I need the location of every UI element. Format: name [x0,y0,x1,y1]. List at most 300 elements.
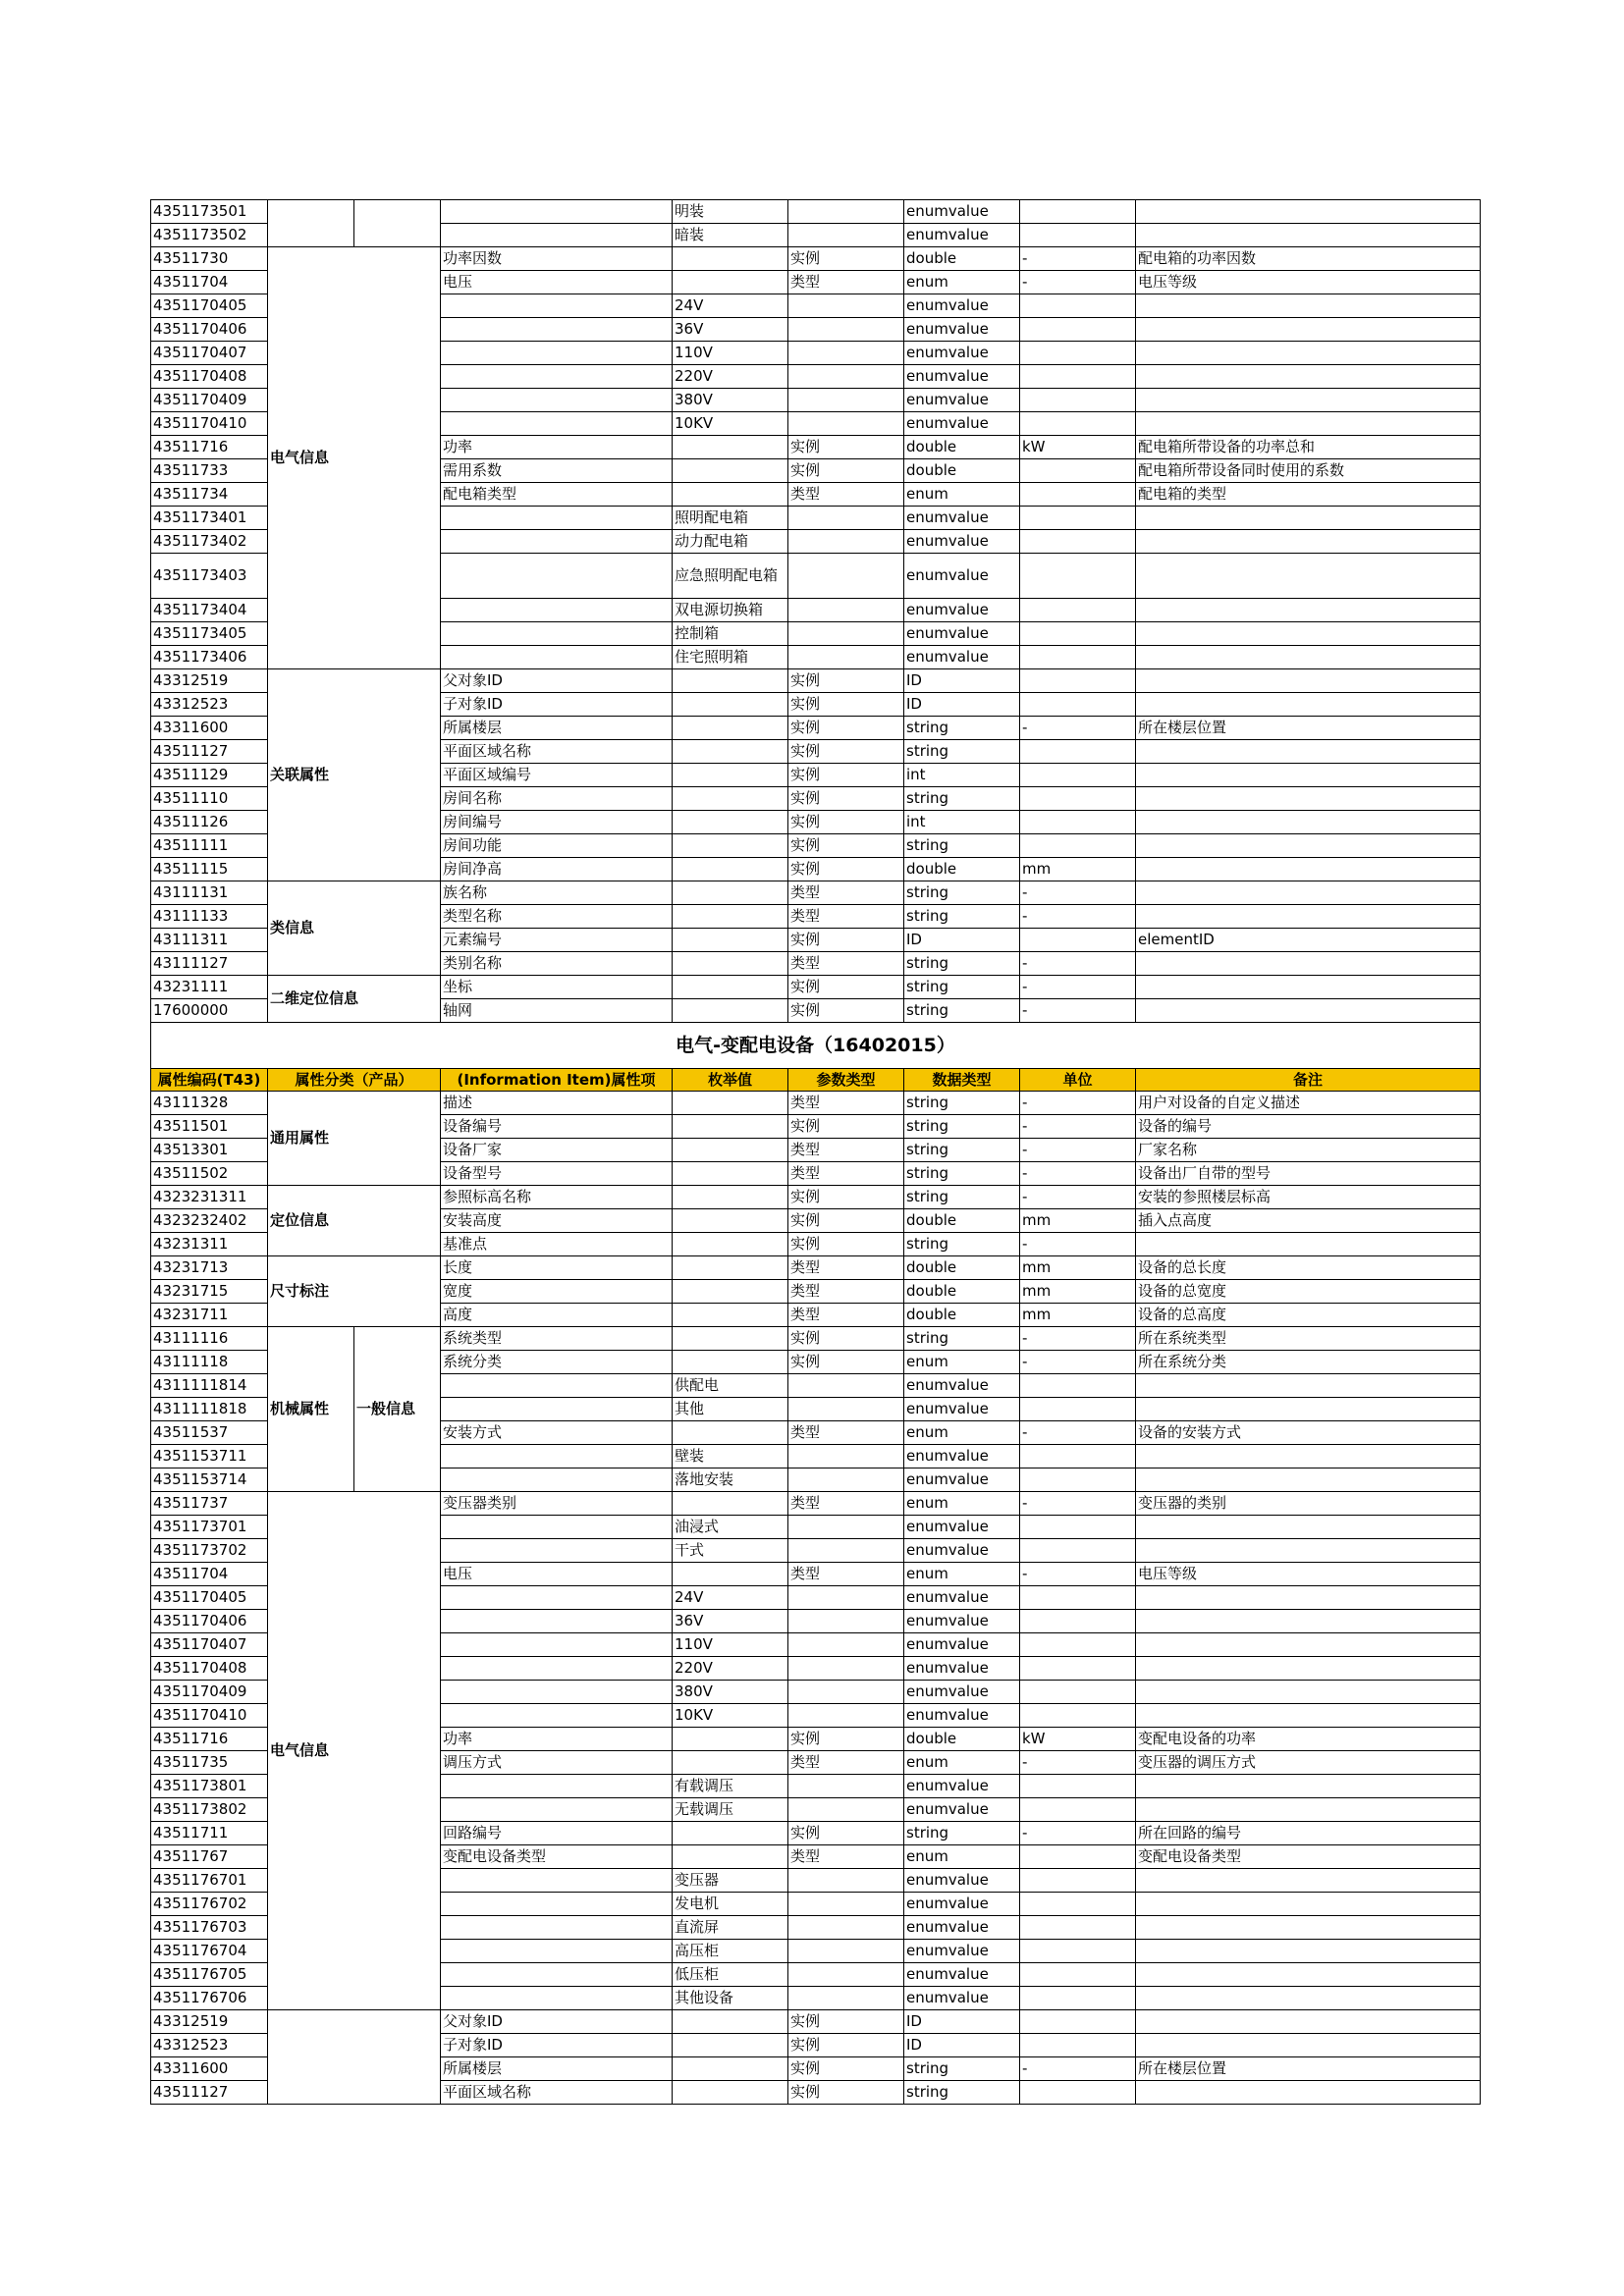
param-type-cell: 类型 [788,1162,904,1186]
data-type-cell: enumvalue [904,1893,1020,1916]
data-type-cell: double [904,1280,1020,1304]
enum-value-cell [673,1822,788,1845]
unit-cell [1020,811,1136,834]
attribute-name-cell [441,1775,673,1798]
note-cell [1136,999,1481,1023]
note-cell [1136,2081,1481,2105]
note-cell [1136,811,1481,834]
attribute-code-cell: 4351173701 [151,1516,268,1539]
unit-cell [1020,1657,1136,1681]
note-cell [1136,1657,1481,1681]
unit-cell: mm [1020,1304,1136,1327]
note-cell [1136,1798,1481,1822]
attribute-code-cell: 43231711 [151,1304,268,1327]
unit-cell: - [1020,1186,1136,1209]
data-type-cell: enumvalue [904,1398,1020,1421]
data-type-cell: enumvalue [904,200,1020,224]
unit-cell: mm [1020,1256,1136,1280]
data-type-cell: string [904,1115,1020,1139]
attribute-name-cell [441,294,673,318]
param-type-cell: 实例 [788,669,904,693]
data-type-cell: enum [904,483,1020,507]
attribute-name-cell [441,599,673,622]
attribute-name-cell: 类别名称 [441,952,673,976]
enum-value-cell [673,999,788,1023]
note-cell: 电压等级 [1136,271,1481,294]
param-type-cell [788,1704,904,1728]
unit-cell [1020,1445,1136,1468]
data-type-cell: enumvalue [904,530,1020,554]
enum-value-cell: 直流屏 [673,1916,788,1940]
data-type-cell: enumvalue [904,1539,1020,1563]
attribute-code-cell: 43111311 [151,929,268,952]
note-cell [1136,858,1481,881]
attribute-name-cell: 子对象ID [441,2034,673,2057]
attribute-code-cell: 4311111818 [151,1398,268,1421]
attribute-code-cell: 43511737 [151,1492,268,1516]
param-type-cell [788,1963,904,1987]
attribute-code-cell: 43511126 [151,811,268,834]
attribute-name-cell [441,1798,673,1822]
data-type-cell: string [904,1186,1020,1209]
param-type-cell [788,1940,904,1963]
attribute-code-cell: 17600000 [151,999,268,1023]
unit-cell [1020,1845,1136,1869]
data-type-cell: double [904,1728,1020,1751]
unit-cell [1020,1681,1136,1704]
unit-cell: - [1020,271,1136,294]
data-type-cell: string [904,834,1020,858]
unit-cell: kW [1020,436,1136,459]
note-cell: 配电箱的功率因数 [1136,247,1481,271]
note-cell [1136,1681,1481,1704]
attribute-code-cell: 4351170407 [151,342,268,365]
table-row [151,247,1481,271]
data-type-cell: enumvalue [904,294,1020,318]
enum-value-cell [673,1280,788,1304]
attribute-name-cell [441,1468,673,1492]
attribute-code-cell: 43511716 [151,436,268,459]
param-type-cell [788,1798,904,1822]
param-type-cell [788,1610,904,1633]
attribute-table [150,199,1481,2105]
data-type-cell: enum [904,1751,1020,1775]
note-cell: 所在楼层位置 [1136,717,1481,740]
param-type-cell [788,1398,904,1421]
attribute-name-cell: 族名称 [441,881,673,905]
enum-value-cell: 应急照明配电箱 [673,554,788,599]
enum-value-cell [673,1162,788,1186]
note-cell [1136,530,1481,554]
data-type-cell: enumvalue [904,1916,1020,1940]
enum-value-cell [673,1186,788,1209]
unit-cell: - [1020,999,1136,1023]
data-type-cell: enumvalue [904,1704,1020,1728]
note-cell [1136,834,1481,858]
attribute-code-cell: 43231311 [151,1233,268,1256]
attribute-name-cell: 配电箱类型 [441,483,673,507]
data-type-cell: ID [904,2010,1020,2034]
data-type-cell: string [904,1162,1020,1186]
attribute-name-cell [441,1539,673,1563]
attribute-name-cell: 安装高度 [441,1209,673,1233]
data-type-cell: ID [904,929,1020,952]
note-cell [1136,1963,1481,1987]
attribute-code-cell: 4351170410 [151,412,268,436]
note-cell [1136,224,1481,247]
category-cell: 电气信息 [268,1492,441,2010]
table-row [151,881,1481,905]
data-type-cell: double [904,1304,1020,1327]
attribute-name-cell: 子对象ID [441,693,673,717]
unit-cell: - [1020,247,1136,271]
unit-cell [1020,787,1136,811]
note-cell [1136,1940,1481,1963]
enum-value-cell: 110V [673,342,788,365]
data-type-cell: enum [904,1563,1020,1586]
data-type-cell: enum [904,1492,1020,1516]
note-cell: 安装的参照楼层标高 [1136,1186,1481,1209]
note-cell [1136,1398,1481,1421]
param-type-cell [788,507,904,530]
unit-cell [1020,1987,1136,2010]
attribute-name-cell: 房间编号 [441,811,673,834]
data-type-cell: enumvalue [904,1657,1020,1681]
attribute-name-cell: 平面区域编号 [441,764,673,787]
attribute-name-cell: 功率 [441,436,673,459]
attribute-code-cell: 43111118 [151,1351,268,1374]
param-type-cell: 实例 [788,2057,904,2081]
param-type-cell [788,599,904,622]
note-cell [1136,1468,1481,1492]
note-cell [1136,507,1481,530]
unit-cell: - [1020,1421,1136,1445]
attribute-name-cell [441,646,673,669]
attribute-name-cell: 电压 [441,271,673,294]
attribute-code-cell: 43511735 [151,1751,268,1775]
attribute-code-cell: 43231111 [151,976,268,999]
note-cell [1136,599,1481,622]
enum-value-cell [673,1209,788,1233]
data-type-cell: string [904,717,1020,740]
attribute-code-cell: 43511111 [151,834,268,858]
data-type-cell: enumvalue [904,1869,1020,1893]
attribute-code-cell: 4351176706 [151,1987,268,2010]
enum-value-cell [673,740,788,764]
attribute-code-cell: 43231715 [151,1280,268,1304]
attribute-code-cell: 43511127 [151,740,268,764]
attribute-name-cell: 系统分类 [441,1351,673,1374]
attribute-name-cell [441,1916,673,1940]
attribute-name-cell: 轴网 [441,999,673,1023]
note-cell [1136,412,1481,436]
data-type-cell: enumvalue [904,1681,1020,1704]
unit-cell: - [1020,717,1136,740]
data-type-cell: enumvalue [904,599,1020,622]
attribute-code-cell: 43511733 [151,459,268,483]
attribute-code-cell: 43312523 [151,693,268,717]
unit-cell [1020,2010,1136,2034]
param-type-cell [788,1775,904,1798]
param-type-cell: 实例 [788,436,904,459]
attribute-code-cell: 4311111814 [151,1374,268,1398]
unit-cell: - [1020,1327,1136,1351]
attribute-code-cell: 43111328 [151,1092,268,1115]
enum-value-cell: 双电源切换箱 [673,599,788,622]
attribute-code-cell: 4351170407 [151,1633,268,1657]
data-type-cell: double [904,858,1020,881]
data-type-cell: double [904,1209,1020,1233]
attribute-code-cell: 4351173403 [151,554,268,599]
attribute-name-cell [441,530,673,554]
unit-cell: - [1020,952,1136,976]
data-type-cell: string [904,1092,1020,1115]
enum-value-cell: 控制箱 [673,622,788,646]
data-type-cell: string [904,1327,1020,1351]
enum-value-cell: 壁装 [673,1445,788,1468]
note-cell: 配电箱所带设备同时使用的系数 [1136,459,1481,483]
enum-value-cell [673,1845,788,1869]
attribute-name-cell [441,1963,673,1987]
section-title: 电气-变配电设备（16402015） [151,1023,1481,1069]
attribute-code-cell: 43311600 [151,717,268,740]
unit-cell [1020,599,1136,622]
note-cell [1136,1704,1481,1728]
attribute-name-cell [441,622,673,646]
data-type-cell: string [904,1822,1020,1845]
data-type-cell: ID [904,2034,1020,2057]
attribute-name-cell [441,554,673,599]
attribute-name-cell: 所属楼层 [441,717,673,740]
param-type-cell [788,1681,904,1704]
attribute-code-cell: 4351153714 [151,1468,268,1492]
note-cell [1136,740,1481,764]
unit-cell [1020,294,1136,318]
param-type-cell [788,1916,904,1940]
attribute-code-cell: 4351173406 [151,646,268,669]
note-cell [1136,646,1481,669]
note-cell [1136,1233,1481,1256]
enum-value-cell [673,1115,788,1139]
param-type-cell: 实例 [788,717,904,740]
unit-cell: - [1020,1351,1136,1374]
unit-cell [1020,530,1136,554]
enum-value-cell [673,787,788,811]
data-type-cell: string [904,905,1020,929]
enum-value-cell [673,436,788,459]
param-type-cell [788,1586,904,1610]
unit-cell [1020,554,1136,599]
attribute-name-cell: 基准点 [441,1233,673,1256]
note-cell: elementID [1136,929,1481,952]
attribute-name-cell: 长度 [441,1256,673,1280]
category-cell: 定位信息 [268,1186,441,1256]
enum-value-cell [673,271,788,294]
enum-value-cell: 照明配电箱 [673,507,788,530]
unit-cell [1020,2034,1136,2057]
enum-value-cell: 220V [673,365,788,389]
enum-value-cell [673,2081,788,2105]
unit-cell [1020,483,1136,507]
note-cell [1136,787,1481,811]
data-type-cell: enumvalue [904,1798,1020,1822]
attribute-code-cell: 43511767 [151,1845,268,1869]
attribute-name-cell: 回路编号 [441,1822,673,1845]
param-type-cell [788,200,904,224]
unit-cell [1020,200,1136,224]
param-type-cell: 实例 [788,1209,904,1233]
data-type-cell: enumvalue [904,389,1020,412]
data-type-cell: string [904,740,1020,764]
attribute-code-cell: 43511537 [151,1421,268,1445]
param-type-cell [788,294,904,318]
data-type-cell: enumvalue [904,1445,1020,1468]
attribute-name-cell [441,1586,673,1610]
attribute-name-cell [441,1893,673,1916]
note-cell: 变配电设备类型 [1136,1845,1481,1869]
header-cell: 数据类型 [904,1069,1020,1092]
unit-cell [1020,365,1136,389]
unit-cell [1020,1586,1136,1610]
attribute-code-cell: 4351173802 [151,1798,268,1822]
note-cell [1136,1445,1481,1468]
category-cell: 机械属性 [268,1327,354,1492]
note-cell [1136,389,1481,412]
attribute-name-cell: 参照标高名称 [441,1186,673,1209]
table-row [151,1327,1481,1351]
attribute-code-cell: 4351176703 [151,1916,268,1940]
data-type-cell: enumvalue [904,318,1020,342]
unit-cell [1020,1940,1136,1963]
enum-value-cell [673,1492,788,1516]
note-cell [1136,1775,1481,1798]
param-type-cell [788,1374,904,1398]
enum-value-cell: 变压器 [673,1869,788,1893]
enum-value-cell [673,929,788,952]
note-cell [1136,365,1481,389]
param-type-cell: 实例 [788,2010,904,2034]
data-type-cell: enumvalue [904,554,1020,599]
data-type-cell: enum [904,1421,1020,1445]
note-cell: 配电箱的类型 [1136,483,1481,507]
enum-value-cell [673,858,788,881]
attribute-code-cell: 4351170410 [151,1704,268,1728]
data-type-cell: string [904,1233,1020,1256]
attribute-name-cell [441,1445,673,1468]
param-type-cell: 类型 [788,952,904,976]
unit-cell [1020,1516,1136,1539]
param-type-cell [788,389,904,412]
data-type-cell: string [904,2057,1020,2081]
note-cell: 设备的总长度 [1136,1256,1481,1280]
data-type-cell: enum [904,1351,1020,1374]
param-type-cell: 类型 [788,1304,904,1327]
param-type-cell [788,1468,904,1492]
param-type-cell: 实例 [788,811,904,834]
enum-value-cell: 其他设备 [673,1987,788,2010]
enum-value-cell [673,976,788,999]
note-cell [1136,2034,1481,2057]
data-type-cell: enumvalue [904,342,1020,365]
note-cell: 变压器的类别 [1136,1492,1481,1516]
data-type-cell: enumvalue [904,1374,1020,1398]
data-type-cell: enumvalue [904,1586,1020,1610]
attribute-name-cell: 宽度 [441,1280,673,1304]
note-cell: 插入点高度 [1136,1209,1481,1233]
unit-cell: - [1020,1233,1136,1256]
unit-cell [1020,1610,1136,1633]
enum-value-cell: 动力配电箱 [673,530,788,554]
note-cell [1136,693,1481,717]
enum-value-cell: 供配电 [673,1374,788,1398]
unit-cell [1020,1775,1136,1798]
param-type-cell: 实例 [788,1186,904,1209]
attribute-code-cell: 4351153711 [151,1445,268,1468]
enum-value-cell [673,669,788,693]
attribute-name-cell: 需用系数 [441,459,673,483]
attribute-name-cell [441,342,673,365]
unit-cell [1020,507,1136,530]
param-type-cell: 实例 [788,2081,904,2105]
param-type-cell [788,365,904,389]
header-cell: 备注 [1136,1069,1481,1092]
attribute-name-cell: 调压方式 [441,1751,673,1775]
param-type-cell: 类型 [788,881,904,905]
enum-value-cell: 380V [673,1681,788,1704]
param-type-cell: 实例 [788,1115,904,1139]
attribute-code-cell: 4351173405 [151,622,268,646]
enum-value-cell [673,2034,788,2057]
param-type-cell [788,554,904,599]
attribute-code-cell: 4351170408 [151,365,268,389]
param-type-cell: 实例 [788,247,904,271]
attribute-code-cell: 43111133 [151,905,268,929]
header-cell: 枚举值 [673,1069,788,1092]
data-type-cell: double [904,1256,1020,1280]
unit-cell [1020,1916,1136,1940]
enum-value-cell [673,1256,788,1280]
param-type-cell [788,1633,904,1657]
data-type-cell: enumvalue [904,365,1020,389]
param-type-cell: 类型 [788,1421,904,1445]
note-cell [1136,622,1481,646]
unit-cell [1020,1869,1136,1893]
unit-cell [1020,1398,1136,1421]
attribute-name-cell: 高度 [441,1304,673,1327]
unit-cell [1020,1374,1136,1398]
unit-cell [1020,764,1136,787]
attribute-code-cell: 4351176702 [151,1893,268,1916]
attribute-name-cell: 电压 [441,1563,673,1586]
attribute-name-cell: 描述 [441,1092,673,1115]
attribute-code-cell: 4351170408 [151,1657,268,1681]
unit-cell: - [1020,1115,1136,1139]
table-row [151,1092,1481,1115]
unit-cell [1020,1963,1136,1987]
param-type-cell: 类型 [788,1092,904,1115]
note-cell [1136,1916,1481,1940]
note-cell [1136,294,1481,318]
attribute-name-cell [441,1869,673,1893]
attribute-name-cell [441,1516,673,1539]
param-type-cell: 类型 [788,1751,904,1775]
param-type-cell: 实例 [788,1728,904,1751]
category-cell: 尺寸标注 [268,1256,441,1327]
table-row [151,669,1481,693]
note-cell [1136,764,1481,787]
param-type-cell: 类型 [788,271,904,294]
enum-value-cell [673,1563,788,1586]
